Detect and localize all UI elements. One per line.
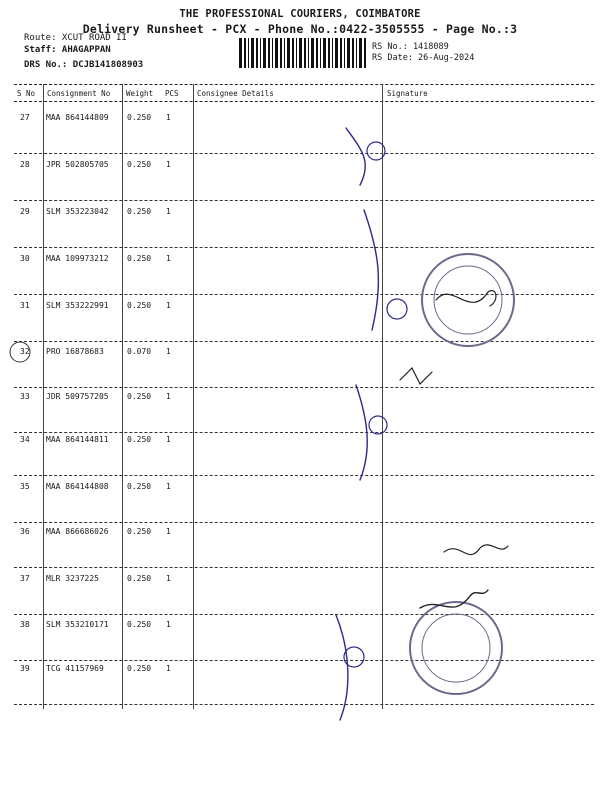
col-sno-header: S No bbox=[17, 89, 36, 98]
pothys-seal-inner bbox=[434, 266, 502, 334]
col-weight-header: Weight bbox=[126, 89, 154, 98]
barcode-bar bbox=[251, 38, 254, 68]
row-pcs: 1 bbox=[166, 664, 171, 673]
row-divider bbox=[14, 387, 594, 388]
bracket-stroke bbox=[364, 210, 378, 330]
runsheet-title: Delivery Runsheet - PCX - Phone No.:0422-3505555 - Page No.:3 bbox=[82, 22, 518, 36]
barcode-bar bbox=[272, 38, 273, 68]
row-sno: 32 bbox=[20, 347, 30, 356]
rs-date: RS Date: 26-Aug-2024 bbox=[372, 53, 475, 63]
row-consignment-no: MAA 864144809 bbox=[46, 113, 109, 122]
drs-number: DRS No.: DCJB141808903 bbox=[24, 60, 144, 70]
row-sno: 29 bbox=[20, 207, 30, 216]
row-divider bbox=[14, 432, 594, 433]
route-label: Route: XCUT ROAD II bbox=[24, 33, 127, 43]
barcode-bar bbox=[347, 38, 350, 68]
barcode-bar bbox=[328, 38, 330, 68]
row-weight: 0.250 bbox=[127, 620, 152, 629]
row-divider bbox=[14, 660, 594, 661]
header-top-rule bbox=[14, 84, 594, 85]
row-divider bbox=[14, 294, 594, 295]
barcode-bar bbox=[280, 38, 282, 68]
barcode-bar bbox=[292, 38, 294, 68]
row-divider bbox=[14, 614, 594, 615]
row-divider bbox=[14, 341, 594, 342]
col-divider bbox=[193, 84, 194, 709]
col-consignee-header: Consignee Details bbox=[197, 89, 274, 98]
barcode-bar bbox=[275, 38, 278, 68]
barcode-bar bbox=[332, 38, 333, 68]
row-sno: 33 bbox=[20, 392, 30, 401]
row-consignment-no: PRO 16878683 bbox=[46, 347, 104, 356]
col-divider bbox=[43, 84, 44, 709]
barcode-bar bbox=[340, 38, 342, 68]
barcode-bar bbox=[284, 38, 285, 68]
staff-label: Staff: AHAGAPPAN bbox=[24, 45, 111, 55]
row-sno: 37 bbox=[20, 574, 30, 583]
row-pcs: 1 bbox=[166, 113, 171, 122]
barcode-bar bbox=[308, 38, 309, 68]
barcode-bar bbox=[248, 38, 249, 68]
col-consignment-header: Consignment No bbox=[47, 89, 111, 98]
row-divider bbox=[14, 567, 594, 568]
row-weight: 0.250 bbox=[127, 527, 152, 536]
row-divider bbox=[14, 247, 594, 248]
barcode-bar bbox=[335, 38, 338, 68]
signature-scribble bbox=[436, 291, 496, 306]
col-divider bbox=[382, 84, 383, 709]
barcode-bar bbox=[304, 38, 306, 68]
row-consignment-no: TCG 41157969 bbox=[46, 664, 104, 673]
row-divider bbox=[14, 704, 594, 705]
row-weight: 0.250 bbox=[127, 574, 152, 583]
row-divider bbox=[14, 522, 594, 523]
bracket-stroke bbox=[346, 128, 365, 185]
row-sno: 34 bbox=[20, 435, 30, 444]
row-consignment-no: JPR 502805705 bbox=[46, 160, 109, 169]
row-weight: 0.250 bbox=[127, 160, 152, 169]
row-pcs: 1 bbox=[166, 254, 171, 263]
row-pcs: 1 bbox=[166, 574, 171, 583]
row-sno: 30 bbox=[20, 254, 30, 263]
barcode-bar bbox=[364, 38, 366, 68]
row-consignment-no: MAA 109973212 bbox=[46, 254, 109, 263]
row-consignment-no: MAA 864144808 bbox=[46, 482, 109, 491]
row-consignment-no: SLM 353223042 bbox=[46, 207, 109, 216]
barcode-bar bbox=[268, 38, 270, 68]
row-weight: 0.250 bbox=[127, 113, 152, 122]
row-sno: 39 bbox=[20, 664, 30, 673]
row-consignment-no: MLR 3237225 bbox=[46, 574, 99, 583]
pothys-seal-inner bbox=[422, 614, 490, 682]
row-sno: 38 bbox=[20, 620, 30, 629]
row-pcs: 1 bbox=[166, 160, 171, 169]
row-weight: 0.250 bbox=[127, 664, 152, 673]
signature-scribble bbox=[400, 368, 432, 384]
row-consignment-no: JDR 509757205 bbox=[46, 392, 109, 401]
row-weight: 0.250 bbox=[127, 254, 152, 263]
barcode-bar bbox=[311, 38, 314, 68]
row-sno: 35 bbox=[20, 482, 30, 491]
row-pcs: 1 bbox=[166, 527, 171, 536]
row-weight: 0.250 bbox=[127, 207, 152, 216]
row-pcs: 1 bbox=[166, 301, 171, 310]
barcode-bar bbox=[239, 38, 242, 68]
row-divider bbox=[14, 475, 594, 476]
row-divider bbox=[14, 200, 594, 201]
barcode-bar bbox=[299, 38, 302, 68]
col-signature-header: Signature bbox=[387, 89, 428, 98]
pothys-seal bbox=[410, 602, 502, 694]
row-weight: 0.070 bbox=[127, 347, 152, 356]
barcode-bar bbox=[316, 38, 318, 68]
row-consignment-no: SLM 353222991 bbox=[46, 301, 109, 310]
company-title: THE PROFESSIONAL COURIERS, COIMBATORE bbox=[179, 8, 421, 20]
barcode-bar bbox=[359, 38, 362, 68]
row-pcs: 1 bbox=[166, 347, 171, 356]
row-pcs: 1 bbox=[166, 620, 171, 629]
barcode-bar bbox=[263, 38, 266, 68]
initials-circle bbox=[344, 647, 364, 667]
col-divider bbox=[122, 84, 123, 709]
barcode bbox=[239, 38, 367, 68]
barcode-bar bbox=[260, 38, 261, 68]
rs-number: RS No.: 1418089 bbox=[372, 42, 449, 52]
barcode-bar bbox=[256, 38, 258, 68]
row-weight: 0.250 bbox=[127, 435, 152, 444]
initials-circle bbox=[387, 299, 407, 319]
row-consignment-no: MAA 866686026 bbox=[46, 527, 109, 536]
row-pcs: 1 bbox=[166, 207, 171, 216]
barcode-bar bbox=[296, 38, 297, 68]
barcode-bar bbox=[356, 38, 357, 68]
row-consignment-no: SLM 353210171 bbox=[46, 620, 109, 629]
row-sno: 27 bbox=[20, 113, 30, 122]
row-sno: 36 bbox=[20, 527, 30, 536]
barcode-bar bbox=[323, 38, 326, 68]
signature-scribble bbox=[444, 545, 508, 555]
row-weight: 0.250 bbox=[127, 482, 152, 491]
row-consignment-no: MAA 864144811 bbox=[46, 435, 109, 444]
signature-scribble bbox=[420, 590, 488, 608]
row-weight: 0.250 bbox=[127, 392, 152, 401]
row-pcs: 1 bbox=[166, 392, 171, 401]
barcode-bar bbox=[287, 38, 290, 68]
row-pcs: 1 bbox=[166, 482, 171, 491]
col-pcs-header: PCS bbox=[165, 89, 179, 98]
row-sno: 31 bbox=[20, 301, 30, 310]
pothys-seal bbox=[422, 254, 514, 346]
barcode-bar bbox=[352, 38, 354, 68]
barcode-bar bbox=[320, 38, 321, 68]
row-weight: 0.250 bbox=[127, 301, 152, 310]
header-bottom-rule bbox=[14, 101, 594, 102]
row-pcs: 1 bbox=[166, 435, 171, 444]
barcode-bar bbox=[244, 38, 246, 68]
row-divider bbox=[14, 153, 594, 154]
barcode-bar bbox=[344, 38, 345, 68]
row-sno: 28 bbox=[20, 160, 30, 169]
